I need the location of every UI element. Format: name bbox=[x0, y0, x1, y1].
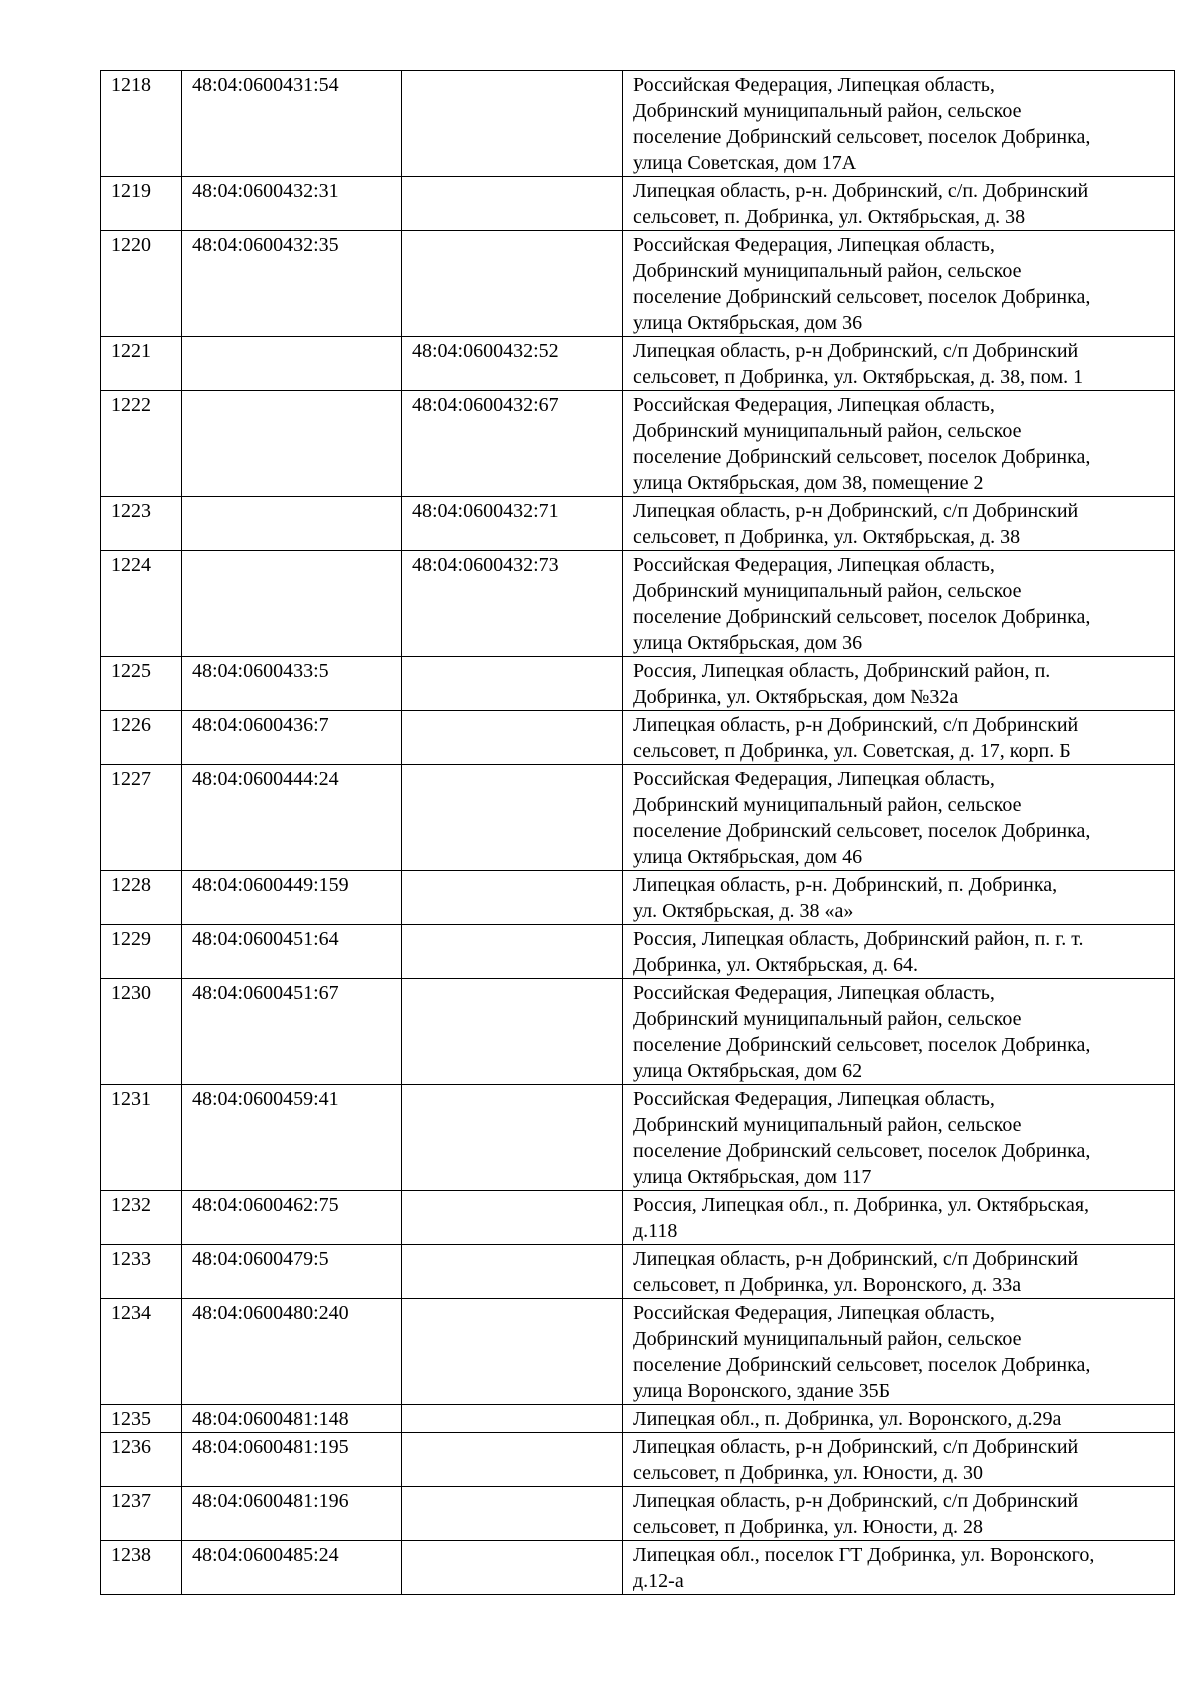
address-line: поселение Добринский сельсовет, поселок Добринка, bbox=[633, 286, 1091, 308]
address-line: улица Октябрьская, дом 62 bbox=[633, 1060, 863, 1082]
row-number-cell: 1222 bbox=[101, 391, 182, 497]
address-line: сельсовет, п Добринка, ул. Воронского, д. 33а bbox=[633, 1274, 1022, 1296]
address-line: Липецкая область, р-н Добринский, с/п Добринский bbox=[633, 1436, 1079, 1458]
table-row bbox=[101, 1085, 1175, 1191]
address-cell bbox=[623, 871, 1175, 925]
address-line: Липецкая область, р-н Добринский, с/п Добринский bbox=[633, 1248, 1079, 1270]
object-cadastral-number-cell bbox=[402, 1245, 623, 1299]
address-line: Российская Федерация, Липецкая область, bbox=[633, 1302, 995, 1324]
address-line: поселение Добринский сельсовет, поселок Добринка, bbox=[633, 1354, 1091, 1376]
address-line: поселение Добринский сельсовет, поселок Добринка, bbox=[633, 126, 1091, 148]
table-row bbox=[101, 177, 1175, 231]
object-cadastral-number-cell bbox=[402, 177, 623, 231]
address-line: улица Октябрьская, дом 46 bbox=[633, 846, 863, 868]
address-line: Добринский муниципальный район, сельское bbox=[633, 420, 1022, 442]
object-cadastral-number-cell bbox=[402, 1299, 623, 1405]
land-cadastral-number-cell bbox=[182, 497, 402, 551]
address-line: улица Воронского, здание 35Б bbox=[633, 1380, 891, 1402]
address-line: улица Октябрьская, дом 38, помещение 2 bbox=[633, 472, 984, 494]
address-line: Липецкая обл., п. Добринка, ул. Воронского, д.29а bbox=[633, 1408, 1062, 1430]
address-line: улица Октябрьская, дом 36 bbox=[633, 312, 863, 334]
land-cadastral-number-cell: 48:04:0600451:67 bbox=[182, 979, 402, 1085]
address-cell bbox=[623, 71, 1175, 177]
address-line: поселение Добринский сельсовет, поселок Добринка, bbox=[633, 1140, 1091, 1162]
table-row bbox=[101, 551, 1175, 657]
land-cadastral-number-cell: 48:04:0600480:240 bbox=[182, 1299, 402, 1405]
address-line: Липецкая область, р-н Добринский, с/п Добринский bbox=[633, 500, 1079, 522]
land-cadastral-number-cell: 48:04:0600432:35 bbox=[182, 231, 402, 337]
address-line: сельсовет, п Добринка, ул. Октябрьская, д. 38 bbox=[633, 526, 1021, 548]
address-line: поселение Добринский сельсовет, поселок Добринка, bbox=[633, 606, 1091, 628]
address-line: д.12-а bbox=[633, 1570, 684, 1592]
address-line: Россия, Липецкая область, Добринский район, п. bbox=[633, 660, 1051, 682]
land-cadastral-number-cell bbox=[182, 391, 402, 497]
address-line: д.118 bbox=[633, 1220, 678, 1242]
land-cadastral-number-cell: 48:04:0600432:31 bbox=[182, 177, 402, 231]
table-row bbox=[101, 1405, 1175, 1433]
address-line: Добринский муниципальный район, сельское bbox=[633, 100, 1022, 122]
land-cadastral-number-cell: 48:04:0600459:41 bbox=[182, 1085, 402, 1191]
table-row bbox=[101, 1433, 1175, 1487]
address-line: Россия, Липецкая обл., п. Добринка, ул. Октябрьская, bbox=[633, 1194, 1090, 1216]
address-cell bbox=[623, 765, 1175, 871]
land-cadastral-number-cell: 48:04:0600449:159 bbox=[182, 871, 402, 925]
address-cell bbox=[623, 391, 1175, 497]
row-number-cell: 1219 bbox=[101, 177, 182, 231]
land-cadastral-number-cell: 48:04:0600481:148 bbox=[182, 1405, 402, 1433]
object-cadastral-number-cell: 48:04:0600432:67 bbox=[402, 391, 623, 497]
address-cell bbox=[623, 657, 1175, 711]
row-number-cell: 1231 bbox=[101, 1085, 182, 1191]
row-number-cell: 1234 bbox=[101, 1299, 182, 1405]
row-number-cell: 1224 bbox=[101, 551, 182, 657]
object-cadastral-number-cell bbox=[402, 979, 623, 1085]
land-cadastral-number-cell: 48:04:0600451:64 bbox=[182, 925, 402, 979]
address-line: Липецкая область, р-н Добринский, с/п Добринский bbox=[633, 340, 1079, 362]
object-cadastral-number-cell: 48:04:0600432:52 bbox=[402, 337, 623, 391]
object-cadastral-number-cell bbox=[402, 711, 623, 765]
registry-table bbox=[100, 70, 1175, 1595]
address-line: Липецкая область, р-н. Добринский, п. Добринка, bbox=[633, 874, 1058, 896]
address-cell bbox=[623, 337, 1175, 391]
address-cell bbox=[623, 497, 1175, 551]
object-cadastral-number-cell bbox=[402, 71, 623, 177]
address-cell bbox=[623, 1487, 1175, 1541]
row-number-cell: 1218 bbox=[101, 71, 182, 177]
land-cadastral-number-cell: 48:04:0600481:196 bbox=[182, 1487, 402, 1541]
row-number-cell: 1228 bbox=[101, 871, 182, 925]
address-cell bbox=[623, 1405, 1175, 1433]
registry-table-body bbox=[101, 71, 1175, 1595]
address-line: Российская Федерация, Липецкая область, bbox=[633, 394, 995, 416]
address-line: сельсовет, п. Добринка, ул. Октябрьская, д. 38 bbox=[633, 206, 1026, 228]
row-number-cell: 1235 bbox=[101, 1405, 182, 1433]
object-cadastral-number-cell bbox=[402, 1191, 623, 1245]
object-cadastral-number-cell bbox=[402, 1405, 623, 1433]
row-number-cell: 1233 bbox=[101, 1245, 182, 1299]
table-row bbox=[101, 337, 1175, 391]
address-cell bbox=[623, 1299, 1175, 1405]
row-number-cell: 1227 bbox=[101, 765, 182, 871]
address-line: сельсовет, п Добринка, ул. Октябрьская, д. 38, пом. 1 bbox=[633, 366, 1084, 388]
address-line: Добринка, ул. Октябрьская, дом №32а bbox=[633, 686, 959, 708]
address-line: Добринский муниципальный район, сельское bbox=[633, 260, 1022, 282]
address-line: Российская Федерация, Липецкая область, bbox=[633, 1088, 995, 1110]
address-cell bbox=[623, 231, 1175, 337]
object-cadastral-number-cell bbox=[402, 925, 623, 979]
table-row bbox=[101, 391, 1175, 497]
row-number-cell: 1225 bbox=[101, 657, 182, 711]
address-line: Российская Федерация, Липецкая область, bbox=[633, 768, 995, 790]
address-cell bbox=[623, 925, 1175, 979]
row-number-cell: 1230 bbox=[101, 979, 182, 1085]
address-line: Добринский муниципальный район, сельское bbox=[633, 1328, 1022, 1350]
address-line: Российская Федерация, Липецкая область, bbox=[633, 234, 995, 256]
land-cadastral-number-cell bbox=[182, 551, 402, 657]
table-row bbox=[101, 979, 1175, 1085]
address-line: сельсовет, п Добринка, ул. Юности, д. 30 bbox=[633, 1462, 983, 1484]
address-line: Липецкая область, р-н Добринский, с/п Добринский bbox=[633, 1490, 1079, 1512]
address-line: Россия, Липецкая область, Добринский район, п. г. т. bbox=[633, 928, 1084, 950]
land-cadastral-number-cell: 48:04:0600431:54 bbox=[182, 71, 402, 177]
row-number-cell: 1226 bbox=[101, 711, 182, 765]
object-cadastral-number-cell bbox=[402, 657, 623, 711]
row-number-cell: 1220 bbox=[101, 231, 182, 337]
row-number-cell: 1229 bbox=[101, 925, 182, 979]
object-cadastral-number-cell bbox=[402, 1487, 623, 1541]
object-cadastral-number-cell bbox=[402, 231, 623, 337]
address-cell bbox=[623, 1245, 1175, 1299]
address-line: поселение Добринский сельсовет, поселок Добринка, bbox=[633, 820, 1091, 842]
table-row bbox=[101, 657, 1175, 711]
table-row bbox=[101, 497, 1175, 551]
land-cadastral-number-cell: 48:04:0600462:75 bbox=[182, 1191, 402, 1245]
object-cadastral-number-cell: 48:04:0600432:71 bbox=[402, 497, 623, 551]
land-cadastral-number-cell bbox=[182, 337, 402, 391]
table-row bbox=[101, 1191, 1175, 1245]
table-row bbox=[101, 1245, 1175, 1299]
address-line: Добринский муниципальный район, сельское bbox=[633, 580, 1022, 602]
table-row bbox=[101, 711, 1175, 765]
table-row bbox=[101, 1299, 1175, 1405]
address-line: Добринский муниципальный район, сельское bbox=[633, 1008, 1022, 1030]
object-cadastral-number-cell bbox=[402, 1541, 623, 1595]
row-number-cell: 1236 bbox=[101, 1433, 182, 1487]
object-cadastral-number-cell bbox=[402, 1085, 623, 1191]
object-cadastral-number-cell bbox=[402, 765, 623, 871]
address-line: Добринский муниципальный район, сельское bbox=[633, 1114, 1022, 1136]
address-cell bbox=[623, 1541, 1175, 1595]
address-line: улица Октябрьская, дом 36 bbox=[633, 632, 863, 654]
table-row bbox=[101, 71, 1175, 177]
land-cadastral-number-cell: 48:04:0600481:195 bbox=[182, 1433, 402, 1487]
address-line: поселение Добринский сельсовет, поселок Добринка, bbox=[633, 1034, 1091, 1056]
object-cadastral-number-cell bbox=[402, 871, 623, 925]
land-cadastral-number-cell: 48:04:0600433:5 bbox=[182, 657, 402, 711]
address-line: Российская Федерация, Липецкая область, bbox=[633, 554, 995, 576]
object-cadastral-number-cell bbox=[402, 1433, 623, 1487]
land-cadastral-number-cell: 48:04:0600436:7 bbox=[182, 711, 402, 765]
address-line: сельсовет, п Добринка, ул. Юности, д. 28 bbox=[633, 1516, 983, 1538]
row-number-cell: 1238 bbox=[101, 1541, 182, 1595]
row-number-cell: 1221 bbox=[101, 337, 182, 391]
object-cadastral-number-cell: 48:04:0600432:73 bbox=[402, 551, 623, 657]
land-cadastral-number-cell: 48:04:0600485:24 bbox=[182, 1541, 402, 1595]
address-cell bbox=[623, 1085, 1175, 1191]
address-line: Российская Федерация, Липецкая область, bbox=[633, 982, 995, 1004]
row-number-cell: 1237 bbox=[101, 1487, 182, 1541]
address-line: Российская Федерация, Липецкая область, bbox=[633, 74, 995, 96]
address-cell bbox=[623, 1433, 1175, 1487]
land-cadastral-number-cell: 48:04:0600444:24 bbox=[182, 765, 402, 871]
address-cell bbox=[623, 711, 1175, 765]
address-line: Липецкая обл., поселок ГТ Добринка, ул. Воронского, bbox=[633, 1544, 1095, 1566]
address-line: Добринский муниципальный район, сельское bbox=[633, 794, 1022, 816]
table-row bbox=[101, 871, 1175, 925]
table-row bbox=[101, 925, 1175, 979]
row-number-cell: 1232 bbox=[101, 1191, 182, 1245]
address-cell bbox=[623, 1191, 1175, 1245]
land-cadastral-number-cell: 48:04:0600479:5 bbox=[182, 1245, 402, 1299]
table-row bbox=[101, 1487, 1175, 1541]
address-line: поселение Добринский сельсовет, поселок Добринка, bbox=[633, 446, 1091, 468]
table-row bbox=[101, 231, 1175, 337]
address-line: ул. Октябрьская, д. 38 «а» bbox=[633, 900, 854, 922]
address-line: сельсовет, п Добринка, ул. Советская, д. 17, корп. Б bbox=[633, 740, 1071, 762]
address-cell bbox=[623, 177, 1175, 231]
address-line: Добринка, ул. Октябрьская, д. 64. bbox=[633, 954, 919, 976]
table-row bbox=[101, 1541, 1175, 1595]
address-cell bbox=[623, 551, 1175, 657]
address-line: улица Октябрьская, дом 117 bbox=[633, 1166, 872, 1188]
address-line: Липецкая область, р-н Добринский, с/п Добринский bbox=[633, 714, 1079, 736]
table-row bbox=[101, 765, 1175, 871]
address-line: Липецкая область, р-н. Добринский, с/п. Добринский bbox=[633, 180, 1089, 202]
row-number-cell: 1223 bbox=[101, 497, 182, 551]
address-cell bbox=[623, 979, 1175, 1085]
address-line: улица Советская, дом 17А bbox=[633, 152, 857, 174]
